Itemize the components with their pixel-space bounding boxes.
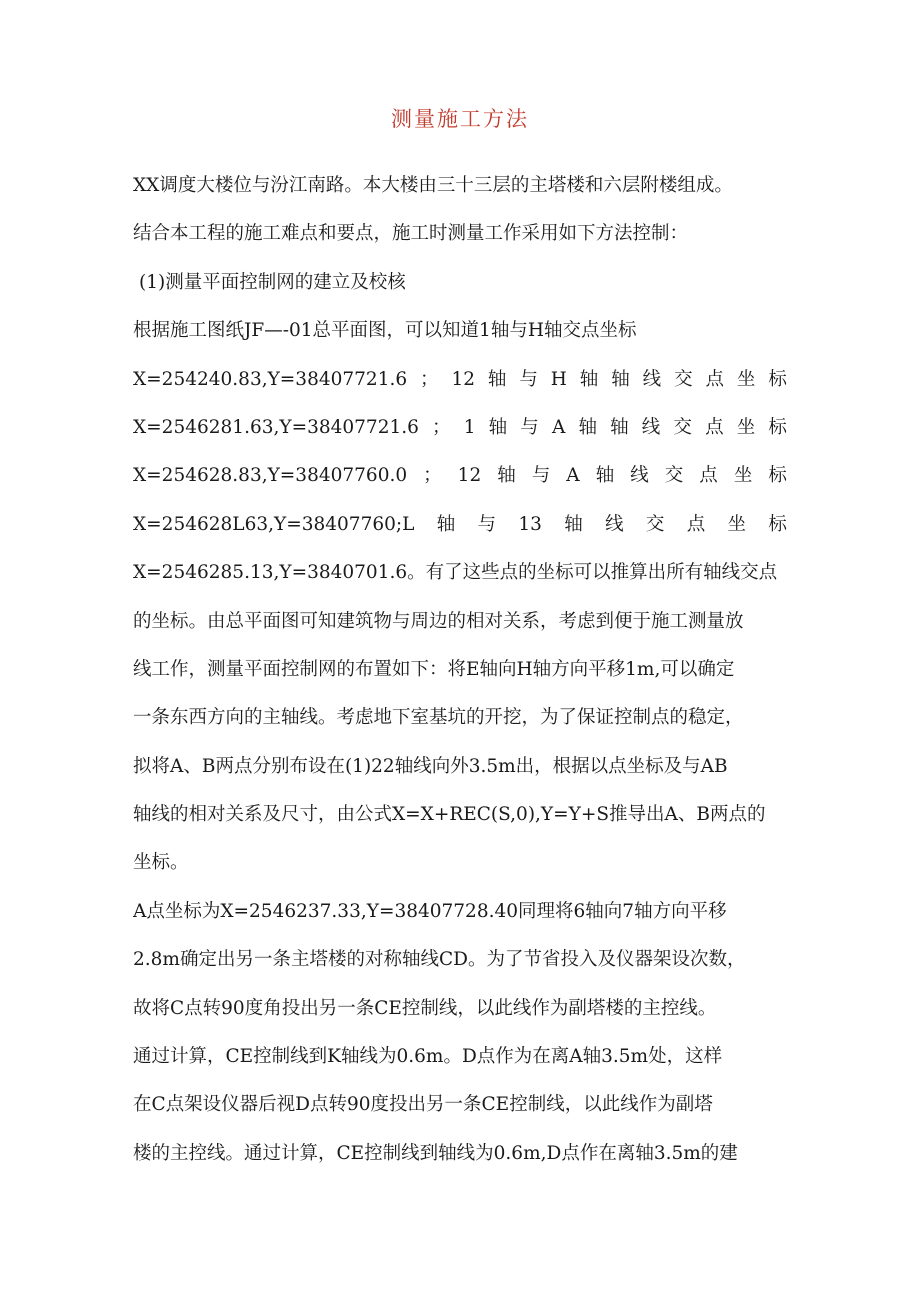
paragraph-line: 坐标。 bbox=[133, 852, 189, 874]
paragraph-line: A点坐标为X=2546237.33,Y=38407728.40同理将6轴向7轴方向平移 bbox=[133, 900, 727, 922]
paragraph-line: 的坐标。由总平面图可知建筑物与周边的相对关系，考虑到便于施工测量放 bbox=[133, 610, 744, 632]
section-heading: (1)测量平面控制网的建立及校核 bbox=[139, 271, 406, 293]
paragraph-line bbox=[133, 452, 787, 500]
text-token: 点 bbox=[705, 368, 724, 390]
text-token: ； bbox=[420, 368, 439, 390]
paragraph-line: 在C点架设仪器后视D点转90度投出另一条CE控制线，以此线作为副塔 bbox=[133, 1094, 713, 1116]
text-token: 与 bbox=[531, 465, 551, 487]
text-token: 轴 bbox=[595, 465, 615, 487]
text-token: X=254240.83,Y=38407721.6 bbox=[133, 368, 408, 390]
paragraph-line: 故将C点转90度角投出另一条CE控制线，以此线作为副塔楼的主控线。 bbox=[133, 997, 717, 1019]
document-title: 测量施工方法 bbox=[391, 107, 529, 131]
text-token: 轴 bbox=[487, 368, 507, 390]
text-token: 轴 bbox=[564, 513, 583, 535]
text-token: 点 bbox=[686, 513, 706, 535]
text-token: X=254628.83,Y=38407760.0 bbox=[133, 465, 408, 487]
text-token: A bbox=[551, 416, 566, 438]
text-token: 轴 bbox=[488, 416, 508, 438]
text-token: 点 bbox=[699, 465, 718, 487]
text-token: 标 bbox=[768, 513, 787, 535]
text-token: 交 bbox=[674, 368, 693, 390]
paragraph-line: XX调度大楼位与汾江南路。本大楼由三十三层的主塔楼和六层附楼组成。 bbox=[133, 175, 733, 196]
text-token: 标 bbox=[768, 465, 787, 487]
paragraph-line: X=2546285.13,Y=3840701.6。有了这些点的坐标可以推算出所有轴线交点 bbox=[133, 562, 778, 584]
text-token: ； bbox=[423, 465, 442, 487]
text-token: 线 bbox=[630, 465, 649, 487]
paragraph-line: 楼的主控线。通过计算，CE控制线到轴线为0.6m,D点作在离轴3.5m的建 bbox=[133, 1142, 738, 1164]
text-token: 坐 bbox=[736, 416, 756, 438]
text-token: 线 bbox=[641, 416, 661, 438]
text-token: H bbox=[550, 368, 567, 390]
text-token: 13 bbox=[518, 513, 542, 535]
text-token: 12 bbox=[457, 465, 482, 487]
text-token: 坐 bbox=[727, 513, 747, 535]
text-token: 与 bbox=[519, 368, 538, 390]
paragraph-line: 2.8m确定出另一条主塔楼的对称轴线CD。为了节省投入及仪器架设次数， bbox=[133, 949, 746, 971]
text-token: X=254628L63,Y=38407760;L bbox=[133, 513, 415, 535]
text-token: 1 bbox=[463, 416, 476, 438]
text-token: 线 bbox=[642, 368, 662, 390]
text-token: 与 bbox=[477, 513, 497, 535]
paragraph-line: 轴线的相对关系及尺寸，由公式X=X+REC(S,0),Y=Y+S推导出A、B两点的 bbox=[133, 804, 766, 826]
text-token: 轴 bbox=[579, 368, 599, 390]
text-token: 轴 bbox=[611, 368, 630, 390]
text-token: 坐 bbox=[733, 465, 753, 487]
paragraph-line: 线工作，测量平面控制网的布置如下：将E轴向H轴方向平移1m,可以确定 bbox=[133, 658, 735, 680]
text-token: 交 bbox=[673, 416, 692, 438]
text-token: 标 bbox=[768, 368, 787, 390]
paragraph-line bbox=[133, 501, 787, 549]
text-token: X=2546281.63,Y=38407721.6 bbox=[133, 416, 419, 438]
text-token: 交 bbox=[645, 513, 665, 535]
text-token: 12 bbox=[451, 368, 475, 390]
text-token: 点 bbox=[705, 416, 724, 438]
text-token: ； bbox=[432, 416, 451, 438]
text-token: 线 bbox=[605, 513, 624, 535]
paragraph-line: 结合本工程的施工难点和要点，施工时测量工作采用如下方法控制： bbox=[133, 223, 689, 245]
document-body bbox=[133, 162, 787, 1178]
paragraph-line: 通过计算，CE控制线到K轴线为0.6m。D点作为在离A轴3.5m处，这样 bbox=[133, 1046, 723, 1068]
paragraph-line: 一条东西方向的主轴线。考虑地下室基坑的开挖，为了保证控制点的稳定， bbox=[133, 707, 744, 729]
text-token: 交 bbox=[664, 465, 684, 487]
paragraph-line: 拟将A、B两点分别布设在(1)22轴线向外3.5m出，根据以点坐标及与AB bbox=[133, 755, 728, 777]
paragraph-line: 根据施工图纸JF—-01总平面图，可以知道1轴与H轴交点坐标 bbox=[133, 320, 637, 342]
paragraph-line bbox=[133, 356, 787, 404]
text-token: 与 bbox=[520, 416, 539, 438]
text-token: 轴 bbox=[436, 513, 456, 535]
text-token: 轴 bbox=[610, 416, 629, 438]
paragraph-line bbox=[133, 404, 787, 452]
text-token: 标 bbox=[768, 416, 787, 438]
text-token: 轴 bbox=[578, 416, 597, 438]
text-token: A bbox=[566, 465, 580, 487]
text-token: 轴 bbox=[497, 465, 516, 487]
text-token: 坐 bbox=[736, 368, 756, 390]
